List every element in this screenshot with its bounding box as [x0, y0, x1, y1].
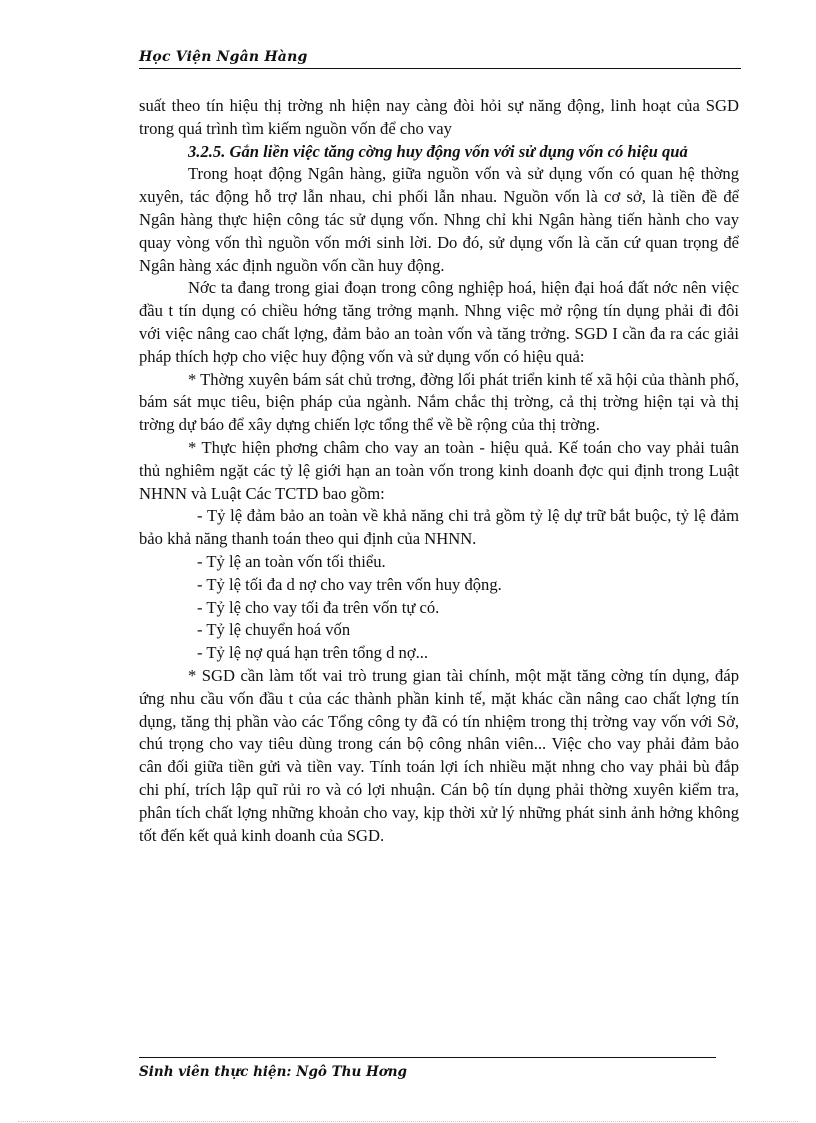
paragraph-2: Nớc ta đang trong giai đoạn trong công nghiệp hoá, hiện đại hoá đất nớc nên việc đầu t tín dụng có chiều hớng tăng trởng mạnh. Nhng việc mở rộng tín dụng phải đi đôi với việc nâng cao chất lợng, đảm bảo an toàn vốn và tăng trởng. SGD I cần đa ra các giải pháp thích hợp cho việc huy động vốn và sử dụng vốn có hiệu quả: — [139, 278, 739, 366]
paragraph-5: * SGD cần làm tốt vai trò trung gian tài chính, một mặt tăng cờng tín dụng, đáp ứng nhu cầu vốn đầu t của các thành phần kinh tế, mặt khác cần nâng cao chất lợng tín dụng, tăng thị phần vào các Tổng công ty đã có tín nhiệm trong thị trờng vay vốn với Sở, chú trọng cho vay tiêu dùng trong cán bộ công nhân viên... Việc cho vay phải đảm bảo cân đối giữa tiền gửi và tiền vay. Tính toán lợi ích nhiều mặt nhng cho vay phải bù đắp chi phí, trích lập quĩ rủi ro và có lợi nhuận. Cán bộ tín dụng phải thờng xuyên kiểm tra, phân tích chất lợng những khoản cho vay, kịp thời xử lý những phát sinh ảnh hởng không tốt đến kết quả kinh doanh của SGD. — [139, 665, 739, 845]
paragraph-1: Trong hoạt động Ngân hàng, giữa nguồn vốn và sử dụng vốn có quan hệ thờng xuyên, tác động hỗ trợ lẫn nhau, chi phối lẫn nhau. Nguồn vốn là cơ sở, là tiền đề để Ngân hàng thực hiện công tác sử dụng vốn. Nhng chỉ khi Ngân hàng tiến hành cho vay quay vòng vốn thì nguồn vốn mới sinh lời. Do đó, sử dụng vốn là căn cứ quan trọng để Ngân hàng xác định nguồn vốn cần huy động. — [139, 164, 739, 275]
section-heading: 3.2.5. Gắn liền việc tăng cờng huy động vốn với sử dụng vốn có hiệu quả — [188, 141, 688, 161]
list-item: - Tỷ lệ tối đa d nợ cho vay trên vốn huy động. — [197, 574, 502, 594]
header-title: Học Viện Ngân Hàng — [139, 49, 308, 65]
footer-divider — [139, 1057, 716, 1058]
list-item: - Tỷ lệ an toàn vốn tối thiểu. — [197, 551, 386, 571]
paragraph-3: * Thờng xuyên bám sát chủ trơng, đờng lối phát triển kinh tế xã hội của thành phố, bám sát mục tiêu, biện pháp của ngành. Nắm chắc thị trờng, cả thị trờng hiện tại và thị trờng dự báo để xây dựng chiến lợc tổng thể về bề rộng của thị trờng. — [139, 369, 739, 435]
list-item: - Tỷ lệ nợ quá hạn trên tổng d nợ... — [197, 643, 429, 663]
footer-author: Sinh viên thực hiện: Ngô Thu Hơng — [139, 1064, 407, 1080]
list-item: - Tỷ lệ cho vay tối đa trên vốn tự có. — [197, 597, 440, 617]
page-bottom-border — [18, 1121, 798, 1122]
intro-paragraph: suất theo tín hiệu thị trờng nh hiện nay càng đòi hỏi sự năng động, linh hoạt của SGD trong quá trình tìm kiếm nguồn vốn để cho vay — [139, 96, 739, 138]
page-footer — [139, 1063, 407, 1081]
list-item: - Tỷ lệ chuyển hoá vốn — [197, 620, 351, 640]
list-item-first: - Tỷ lệ đảm bảo an toàn về khả năng chi trả gồm tỷ lệ dự trữ bắt buộc, tỷ lệ đảm bảo khả năng thanh toán theo qui định của NHNN. — [139, 506, 739, 549]
page-header — [139, 48, 741, 69]
document-body — [139, 95, 739, 847]
paragraph-4: * Thực hiện phơng châm cho vay an toàn - hiệu quả. Kế toán cho vay phải tuân thủ nghiêm ngặt các tỷ lệ giới hạn an toàn vốn trong kinh doanh đợc qui định trong Luật NHNN và Luật Các TCTD bao gồm: — [139, 437, 739, 503]
